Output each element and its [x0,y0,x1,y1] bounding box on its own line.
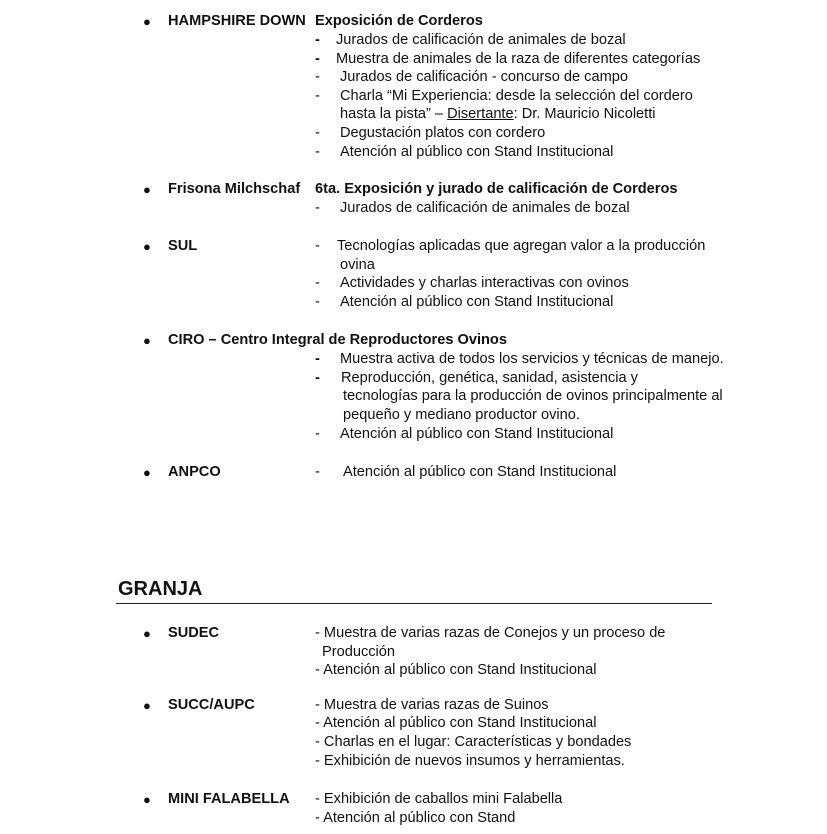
speaker-name: : Dr. Mauricio Nicoletti [513,106,656,122]
list-item-continuation [340,105,656,124]
bullet-icon: ● [143,239,151,254]
list-item: Atención al público con Stand Institucional [340,144,614,160]
dash-marker: - [315,370,320,386]
list-item: - Atención al público con Stand Institucional [315,662,597,678]
list-item: Atención al público con Stand Institucional [343,464,617,480]
dash-marker: - [315,51,320,67]
exhibitor-name-sul: SUL [168,238,198,254]
bullet-icon: ● [143,333,151,348]
dash-marker: - [315,32,320,48]
dash-marker: - [315,426,320,442]
dash-marker: - [315,464,320,480]
list-item: - Exhibición de nuevos insumos y herramientas. [315,753,625,769]
list-item: - Muestra de varias razas de Suinos [315,697,549,713]
section-divider [116,603,712,604]
list-item: Actividades y charlas interactivas con ovinos [340,275,629,291]
dash-marker: - [315,238,320,254]
list-item-continuation: tecnologías para la producción de ovinos principalmente al [343,388,723,404]
exhibitor-name-frisona: Frisona Milchschaf [168,181,301,197]
list-item: Atención al público con Stand Institucional [340,426,614,442]
bullet-icon: ● [143,792,151,807]
section-heading-granja: GRANJA [118,578,203,600]
list-item: Degustación platos con cordero [340,125,546,141]
exhibitor-name-hampshire: HAMPSHIRE DOWN [168,13,306,29]
exhibitor-name-sudec: SUDEC [168,625,220,641]
list-item: Charla “Mi Experiencia: desde la selección del cordero [340,88,693,104]
bullet-icon: ● [143,465,151,480]
bullet-icon: ● [143,14,151,29]
exhibitor-name-mini-falabella: MINI FALABELLA [168,791,290,807]
list-item: Muestra de animales de la raza de diferentes categorías [336,51,701,67]
list-item: Muestra activa de todos los servicios y técnicas de manejo. [340,351,724,367]
dash-marker: - [315,275,320,291]
exhibitor-name-ciro: CIRO – Centro Integral de Reproductores Ovinos [168,332,507,348]
list-item: Tecnologías aplicadas que agregan valor a la producción [337,238,706,254]
list-item: - Atención al público con Stand [315,810,516,826]
list-item: Jurados de calificación de animales de bozal [336,32,626,48]
dash-marker: - [315,200,320,216]
activity-title-frisona: 6ta. Exposición y jurado de calificación de Corderos [315,181,678,197]
charla-text: hasta la pista” – [340,106,448,122]
list-item: - Atención al público con Stand Institucional [315,715,597,731]
exhibitor-name-anpco: ANPCO [168,464,221,480]
dash-marker: - [315,88,320,104]
list-item: - Charlas en el lugar: Características y bondades [315,734,632,750]
dash-marker: - [315,294,320,310]
bullet-icon: ● [143,698,151,713]
list-item: Atención al público con Stand Institucional [340,294,614,310]
speaker-label: Disertante [447,106,514,122]
list-item-continuation: pequeño y mediano productor ovino. [343,407,580,423]
list-item: Jurados de calificación de animales de bozal [340,200,630,216]
list-item: - Muestra de varias razas de Conejos y un proceso de [315,625,666,641]
dash-marker: - [315,125,320,141]
bullet-icon: ● [143,626,151,641]
dash-marker: - [315,144,320,160]
list-item: Jurados de calificación - concurso de campo [340,69,628,85]
dash-marker: - [315,351,320,367]
exhibitor-name-succ: SUCC/AUPC [168,697,255,713]
list-item: Reproducción, genética, sanidad, asistencia y [341,370,638,386]
activity-title-hampshire: Exposición de Corderos [315,13,483,29]
dash-marker: - [315,69,320,85]
list-item-continuation: ovina [340,257,375,273]
list-item: - Exhibición de caballos mini Falabella [315,791,563,807]
bullet-icon: ● [143,182,151,197]
list-item-continuation: Producción [322,644,396,660]
